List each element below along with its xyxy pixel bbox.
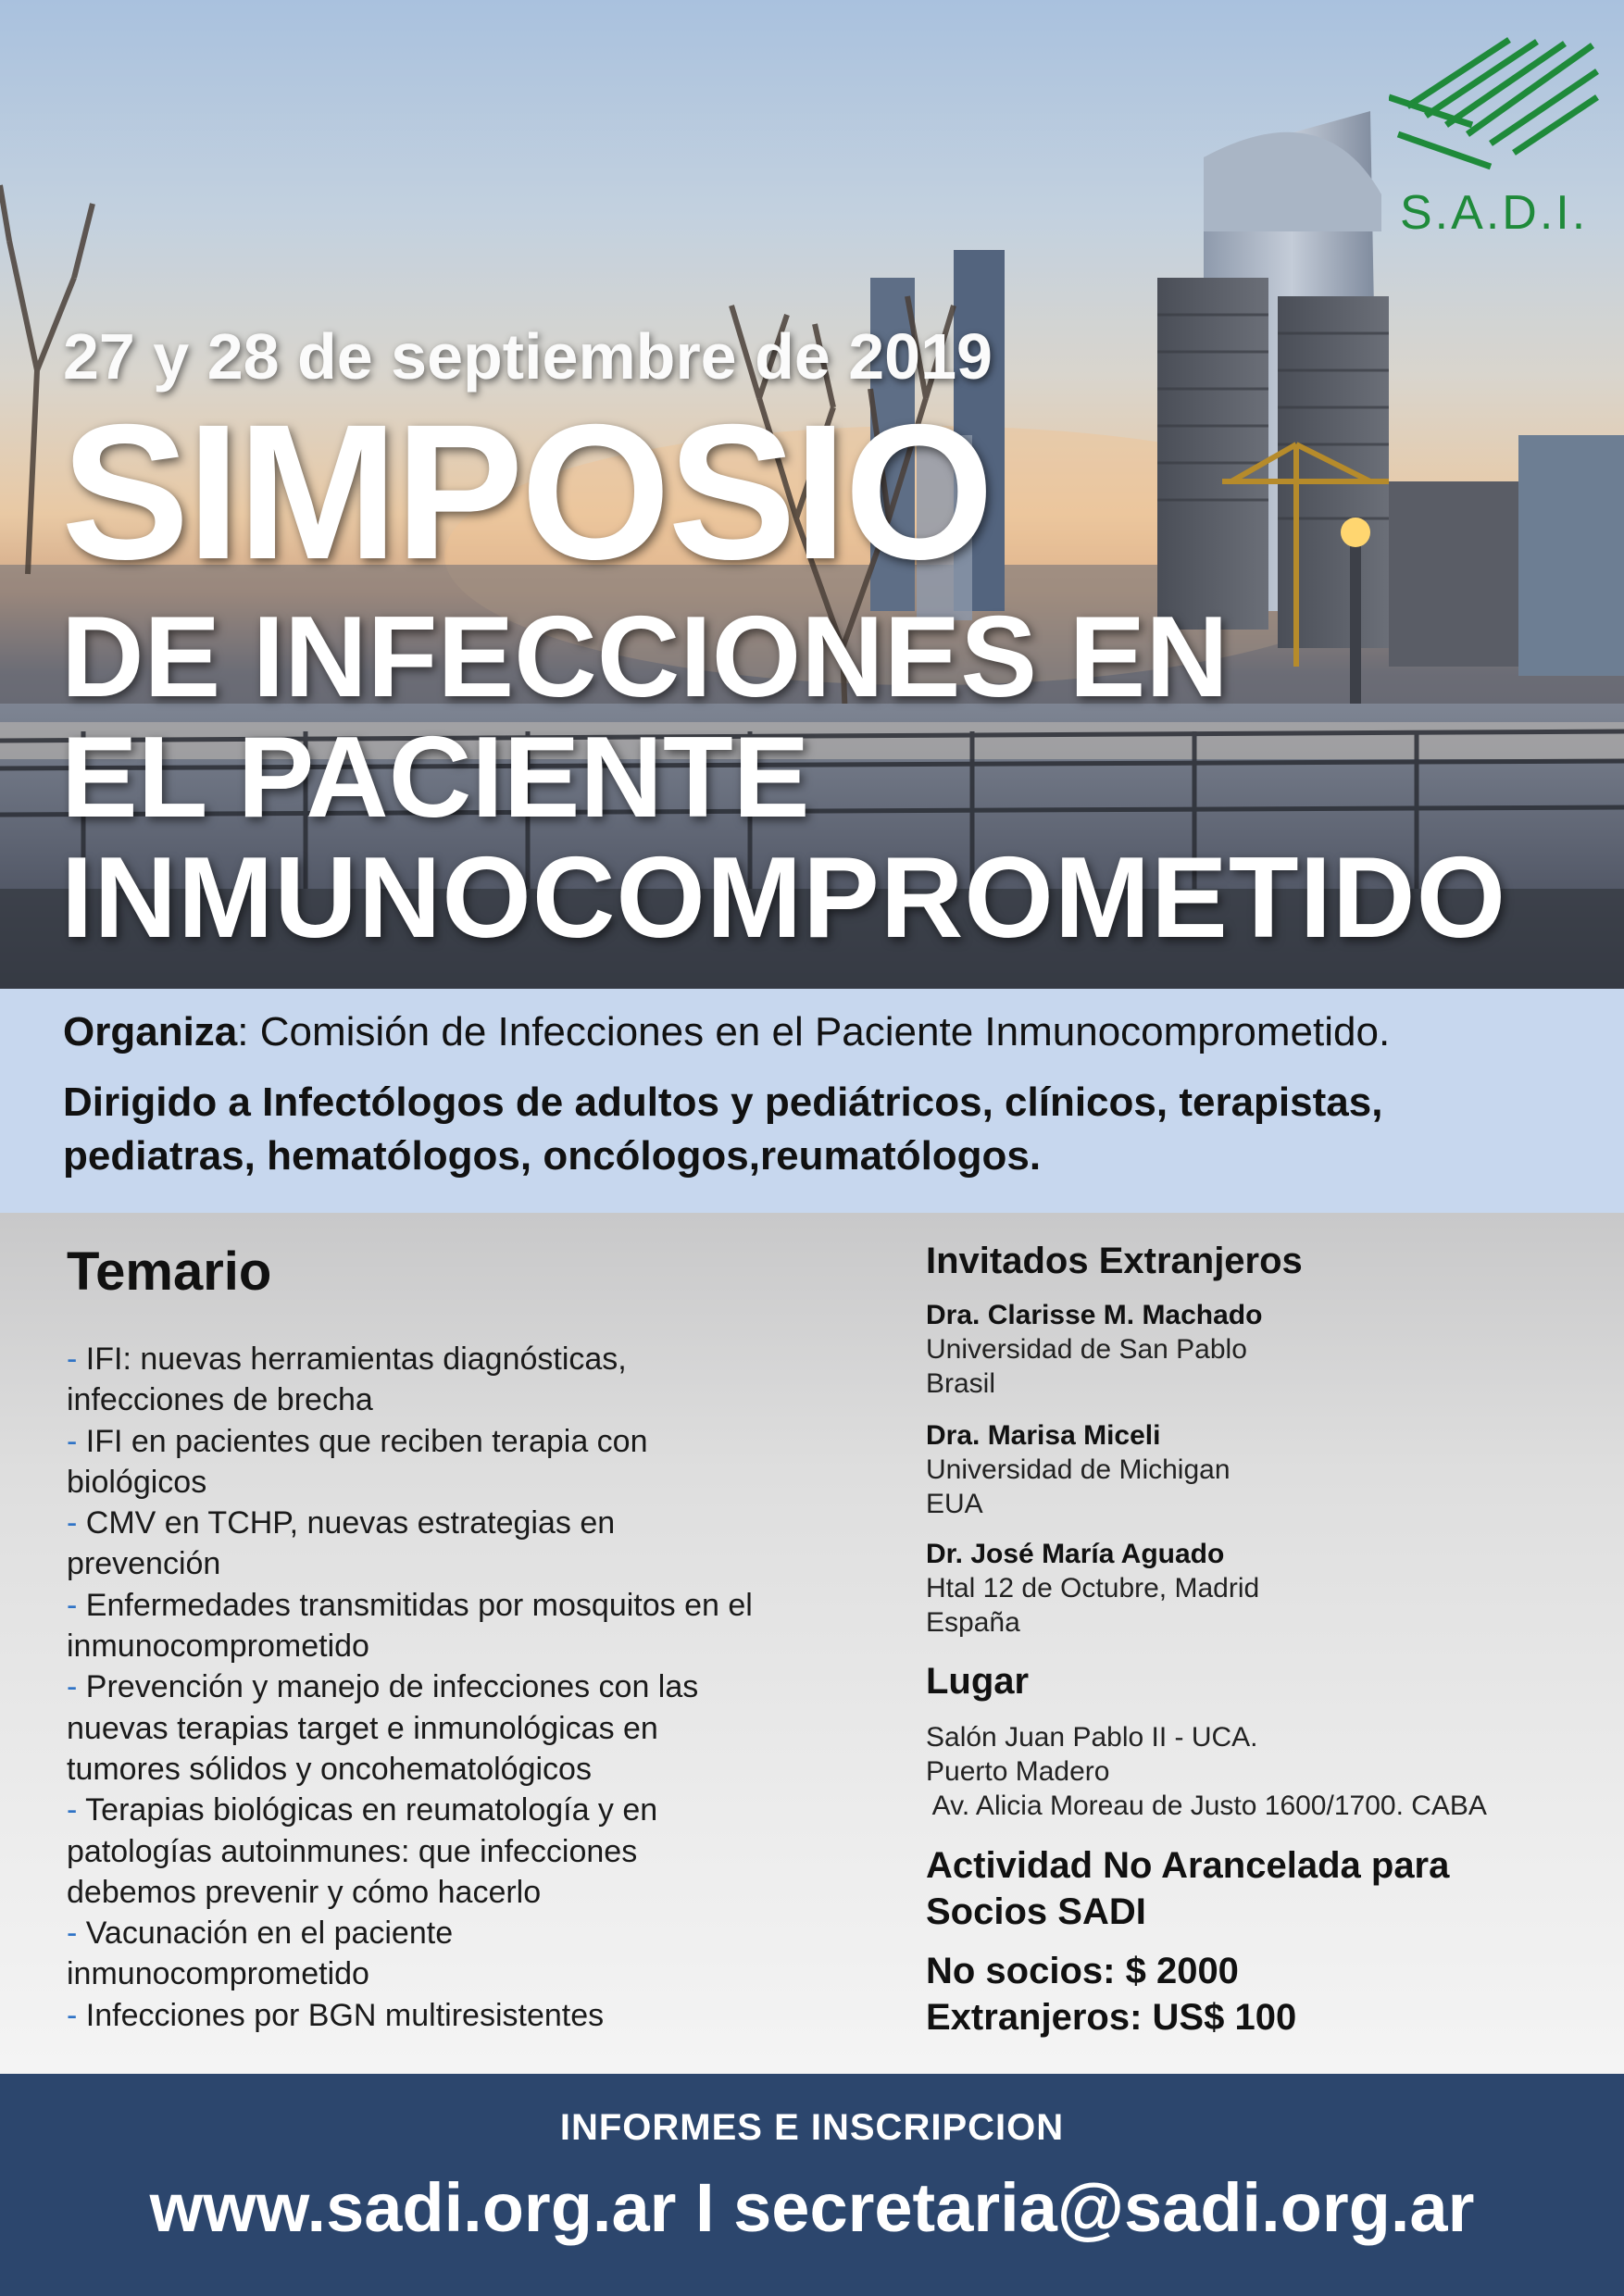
precio-socios-line-1: Actividad No Arancelada para [926,1845,1450,1886]
temario-item-text: Vacunación en el paciente [85,1915,454,1952]
precio-no-socios: No socios: $ 2000 [926,1951,1239,1991]
guest-country: Brasil [926,1368,996,1399]
bullet-dash: - [67,1341,86,1377]
temario-item [67,1585,807,1667]
temario-item-text: patologías autoinmunes: que infecciones [67,1833,638,1869]
guest-country: España [926,1607,1020,1638]
temario-item-text: tumores sólidos y oncohematológicos [67,1751,592,1787]
temario-item [67,1503,807,1585]
guest-3 [926,1537,1259,1640]
guest-name: Dra. Marisa Miceli [926,1420,1161,1451]
bullet-dash: - [67,1587,86,1623]
footer-contact-link[interactable]: www.sadi.org.ar I secretaria@sadi.org.ar [149,2169,1475,2246]
temario-title: Temario [67,1242,272,1302]
temario-item-text: nuevas terapias target e inmunológicas en [67,1710,658,1746]
temario-item [67,1995,807,2036]
guest-name: Dr. José María Aguado [926,1539,1225,1569]
temario-item-text: IFI en pacientes que reciben terapia con [85,1423,648,1459]
dirigido-line-1: Dirigido a Infectólogos de adultos y pediátricos, clínicos, terapistas, [63,1079,1383,1125]
temario-item-text: biológicos [67,1464,207,1500]
precio-socios-line-2: Socios SADI [926,1891,1146,1932]
title-line-3: EL PACIENTE [61,714,810,842]
temario-list [67,1339,807,2036]
bullet-dash: - [67,1997,86,2033]
temario-item-text: debemos prevenir y cómo hacerlo [67,1874,542,1910]
lugar-line-2: Puerto Madero [926,1756,1110,1787]
sadi-logo-text: S.A.D.I. [1400,186,1589,240]
guest-institution: Universidad de San Pablo [926,1334,1247,1365]
precio-extranjeros: Extranjeros: US$ 100 [926,1997,1297,2038]
temario-item [67,1666,807,1790]
guest-name: Dra. Clarisse M. Machado [926,1300,1263,1330]
temario-item-text: Prevención y manejo de infecciones con las [85,1669,699,1705]
temario-item-text: IFI: nuevas herramientas diagnósticas, [85,1341,627,1377]
temario-item [67,1913,807,1995]
title-line-4: INMUNOCOMPROMETIDO [61,834,1507,962]
temario-item [67,1339,807,1421]
temario-item-text: Infecciones por BGN multiresistentes [85,1997,605,2033]
lugar-title: Lugar [926,1661,1030,1702]
lugar-address [926,1720,1487,1823]
guest-1 [926,1298,1262,1401]
temario-item-text: Terapias biológicas en reumatología y en [85,1792,658,1828]
organiza-line [63,1009,1390,1055]
title-simposio: SIMPOSIO [61,385,992,600]
temario-item-text: Enfermedades transmitidas por mosquitos en el [85,1587,753,1623]
invitados-title: Invitados Extranjeros [926,1241,1303,1281]
guest-institution: Htal 12 de Octubre, Madrid [926,1573,1260,1603]
guest-country: EUA [926,1489,983,1519]
bullet-dash: - [67,1423,86,1459]
temario-item-text: CMV en TCHP, nuevas estrategias en [85,1505,616,1541]
bullet-dash: - [67,1669,86,1705]
bullet-dash: - [67,1792,86,1828]
dirigido-line-2: pediatras, hematólogos, oncólogos,reumatólogos. [63,1133,1042,1179]
hero-banner [0,0,1624,989]
temario-item-text: prevención [67,1546,221,1582]
organiza-label: Organiza [63,1009,238,1054]
sadi-logo-icon [1389,32,1602,181]
temario-item [67,1790,807,1913]
temario-item-text: inmunocomprometido [67,1628,369,1665]
bullet-dash: - [67,1915,86,1952]
guest-institution: Universidad de Michigan [926,1454,1230,1485]
bullet-dash: - [67,1505,86,1541]
temario-item [67,1421,807,1504]
title-line-2: DE INFECCIONES EN [61,593,1229,721]
precios-block [926,1842,1449,2040]
organiza-text: : Comisión de Infecciones en el Paciente Inmunocomprometido. [237,1009,1391,1054]
temario-item-text: inmunocomprometido [67,1956,369,1992]
temario-item-text: infecciones de brecha [67,1382,373,1418]
guest-2 [926,1418,1230,1521]
footer-title: INFORMES E INSCRIPCION [559,2107,1065,2148]
lugar-line-1: Salón Juan Pablo II - UCA. [926,1722,1258,1753]
event-date: 27 y 28 de septiembre de 2019 [63,320,993,393]
dirigido-text [63,1076,1581,1183]
lugar-line-3: Av. Alicia Moreau de Justo 1600/1700. CABA [926,1791,1487,1821]
